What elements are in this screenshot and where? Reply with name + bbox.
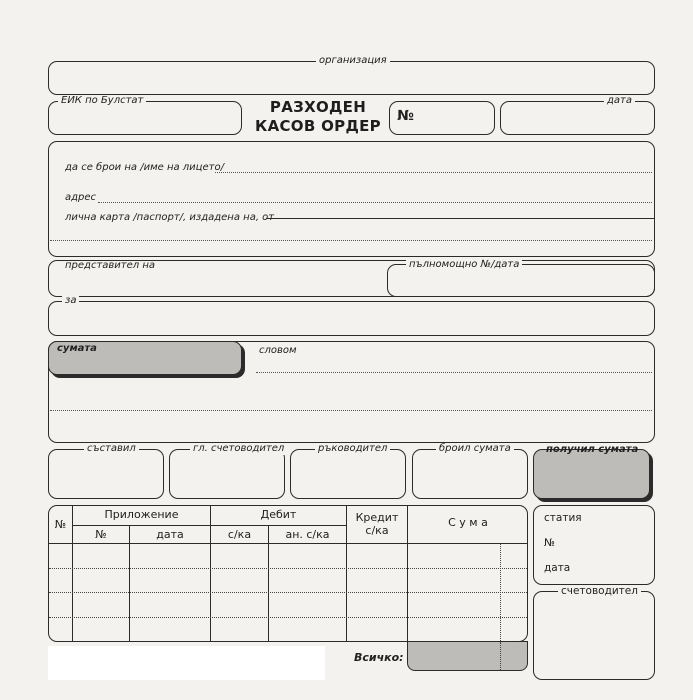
order-number-label: №	[397, 108, 414, 124]
th-debit: Дебит	[260, 508, 297, 521]
article-date-label: дата	[544, 562, 571, 574]
in-words-line-1[interactable]	[256, 372, 652, 373]
th-credit-account: с/ка	[365, 524, 389, 537]
organization-rule-left	[150, 61, 312, 62]
th-credit: Кредит	[355, 511, 399, 524]
purpose-label: за	[62, 295, 79, 307]
row-dots	[49, 592, 527, 593]
pay-to-line[interactable]	[215, 172, 652, 173]
page-title	[248, 98, 388, 136]
id-card-label: лична карта /паспорт/, издадена на, от	[62, 212, 277, 224]
signature-chief-accountant[interactable]	[169, 449, 285, 499]
th-debit-account: с/ка	[227, 528, 252, 541]
organization-label: организация	[316, 55, 390, 67]
id-card-divider	[266, 218, 655, 219]
accountant-field[interactable]	[533, 591, 655, 680]
in-words-label: словом	[259, 345, 297, 356]
signature-received[interactable]	[533, 449, 650, 499]
amount-label: сумата	[57, 343, 97, 354]
address-label: адрес	[65, 192, 97, 203]
title-line-2: КАСОВ ОРДЕР	[255, 117, 381, 135]
col-line	[210, 506, 211, 641]
row-dots	[49, 617, 527, 618]
th-attachment-no: №	[95, 528, 107, 541]
col-line	[72, 506, 73, 641]
signature-chief-accountant-label: гл. счетоводител	[190, 443, 287, 455]
total-dots	[500, 642, 501, 670]
signature-compiled[interactable]	[48, 449, 164, 499]
eik-label: ЕИК по Булстат	[58, 95, 146, 107]
date-label: дата	[604, 95, 635, 107]
power-of-attorney-label: пълномощно №/дата	[406, 259, 522, 271]
signature-manager-label: ръководител	[315, 443, 390, 455]
signature-paid-label: броил сумата	[436, 443, 514, 455]
organization-rule-right	[392, 61, 552, 62]
total-label: Всичко:	[354, 651, 404, 664]
row-line	[49, 543, 527, 544]
th-attachment-date: дата	[156, 528, 184, 541]
th-debit-analytic: ан. с/ка	[285, 528, 330, 541]
title-line-1: РАЗХОДЕН	[269, 98, 367, 116]
address-line[interactable]	[98, 202, 652, 203]
signature-compiled-label: съставил	[84, 443, 139, 455]
row-dots	[49, 568, 527, 569]
article-label: статия	[544, 512, 582, 524]
signature-received-label: получил сумата	[546, 444, 639, 455]
row-line	[73, 525, 346, 526]
blank-area	[48, 646, 325, 680]
representative-label: представител на	[65, 260, 156, 271]
pay-to-label: да се брои на /име на лицето/	[65, 162, 224, 173]
in-words-line-2[interactable]	[50, 410, 652, 411]
accountant-label: счетоводител	[558, 585, 641, 597]
total-field[interactable]	[407, 641, 528, 671]
th-attachment: Приложение	[104, 508, 179, 521]
purpose-field[interactable]	[48, 301, 655, 336]
id-card-line[interactable]	[50, 240, 652, 241]
signature-paid[interactable]	[412, 449, 528, 499]
th-sum: С у м а	[448, 516, 488, 529]
article-number-label: №	[544, 537, 555, 549]
signature-manager[interactable]	[290, 449, 406, 499]
th-no: №	[54, 518, 67, 531]
